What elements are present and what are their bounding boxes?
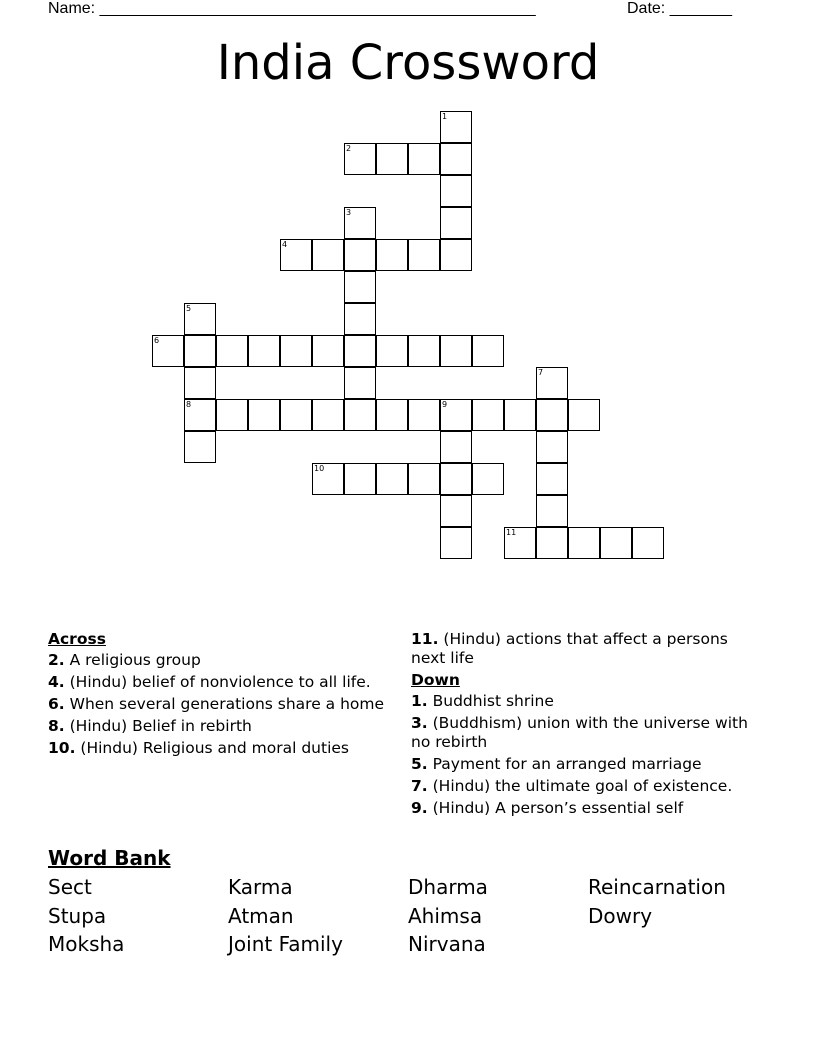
clue-number: 1. [411, 692, 428, 710]
across-clue [411, 630, 756, 668]
crossword-cell[interactable] [568, 399, 600, 431]
down-clue [411, 777, 756, 796]
word-bank-word: Ahimsa [408, 904, 483, 928]
crossword-cell[interactable] [408, 335, 440, 367]
crossword-cell[interactable] [216, 399, 248, 431]
crossword-cell[interactable] [216, 335, 248, 367]
word-bank-title: Word Bank [48, 846, 171, 870]
word-bank-word: Dowry [588, 904, 653, 928]
clue-text: A religious group [69, 651, 201, 669]
crossword-cell[interactable] [440, 527, 472, 559]
word-bank-word: Reincarnation [588, 875, 726, 899]
crossword-cell[interactable] [184, 303, 216, 335]
crossword-cell[interactable] [344, 335, 376, 367]
crossword-cell[interactable] [344, 463, 376, 495]
crossword-cell[interactable] [312, 463, 344, 495]
crossword-cell[interactable] [440, 495, 472, 527]
crossword-cell[interactable] [440, 143, 472, 175]
clues-column-right [411, 630, 756, 821]
crossword-cell[interactable] [280, 239, 312, 271]
crossword-cell[interactable] [440, 463, 472, 495]
clue-number-label: 4 [282, 240, 288, 249]
word-bank-word: Stupa [48, 904, 107, 928]
clue-number: 9. [411, 799, 428, 817]
clue-text: (Hindu) belief of nonviolence to all life. [69, 673, 371, 691]
clue-number: 2. [48, 651, 65, 669]
clue-number-label: 6 [154, 336, 160, 345]
crossword-cell[interactable] [408, 143, 440, 175]
clue-number: 3. [411, 714, 428, 732]
clue-number-label: 9 [442, 400, 448, 409]
crossword-cell[interactable] [312, 399, 344, 431]
crossword-cell[interactable] [312, 239, 344, 271]
crossword-cell[interactable] [536, 495, 568, 527]
crossword-cell[interactable] [408, 399, 440, 431]
clue-text: (Buddhism) union with the universe with no rebirth [411, 714, 748, 751]
crossword-cell[interactable] [184, 399, 216, 431]
crossword-cell[interactable] [344, 143, 376, 175]
clue-text: (Hindu) actions that affect a persons next life [411, 630, 728, 667]
crossword-cell[interactable] [344, 271, 376, 303]
crossword-cell[interactable] [600, 527, 632, 559]
across-clue [48, 651, 393, 670]
down-heading: Down [411, 671, 460, 689]
crossword-cell[interactable] [184, 335, 216, 367]
clue-number: 11. [411, 630, 439, 648]
crossword-cell[interactable] [536, 367, 568, 399]
clue-number-label: 3 [346, 208, 352, 217]
word-bank-word: Dharma [408, 875, 488, 899]
clue-text: When several generations share a home [69, 695, 385, 713]
clue-number: 5. [411, 755, 428, 773]
clue-text: (Hindu) the ultimate goal of existence. [432, 777, 733, 795]
crossword-cell[interactable] [536, 399, 568, 431]
crossword-cell[interactable] [312, 335, 344, 367]
clue-number-label: 11 [506, 528, 517, 537]
crossword-cell[interactable] [280, 335, 312, 367]
crossword-cell[interactable] [376, 399, 408, 431]
crossword-cell[interactable] [376, 239, 408, 271]
down-clue [411, 692, 756, 711]
clue-number-label: 5 [186, 304, 192, 313]
crossword-cell[interactable] [504, 527, 536, 559]
date-line[interactable]: Date: _______ [627, 0, 732, 17]
crossword-cell[interactable] [184, 431, 216, 463]
crossword-cell[interactable] [344, 239, 376, 271]
crossword-cell[interactable] [504, 399, 536, 431]
word-bank-word: Atman [228, 904, 294, 928]
across-clue [48, 695, 393, 714]
crossword-cell[interactable] [344, 367, 376, 399]
clue-text: (Hindu) Religious and moral duties [80, 739, 349, 757]
crossword-cell[interactable] [536, 431, 568, 463]
crossword-cell[interactable] [344, 207, 376, 239]
clue-text: Buddhist shrine [432, 692, 554, 710]
clue-text: (Hindu) A person’s essential self [432, 799, 684, 817]
crossword-cell[interactable] [472, 335, 504, 367]
clue-number: 10. [48, 739, 76, 757]
clue-text: Payment for an arranged marriage [432, 755, 702, 773]
clue-number-label: 7 [538, 368, 544, 377]
name-line[interactable]: Name: _________________________________________________ [48, 0, 536, 17]
crossword-cell[interactable] [344, 399, 376, 431]
crossword-cell[interactable] [472, 463, 504, 495]
clue-number-label: 2 [346, 144, 352, 153]
clue-text: (Hindu) Belief in rebirth [69, 717, 252, 735]
crossword-cell[interactable] [184, 367, 216, 399]
clue-number-label: 8 [186, 400, 192, 409]
clue-number: 6. [48, 695, 65, 713]
crossword-cell[interactable] [248, 335, 280, 367]
word-bank-word: Moksha [48, 932, 125, 956]
down-clue [411, 714, 756, 752]
clue-number: 8. [48, 717, 65, 735]
crossword-cell[interactable] [472, 399, 504, 431]
crossword-cell[interactable] [568, 527, 600, 559]
crossword-cell[interactable] [536, 463, 568, 495]
crossword-cell[interactable] [376, 335, 408, 367]
word-bank-word: Karma [228, 875, 293, 899]
across-clue [48, 673, 393, 692]
crossword-cell[interactable] [536, 527, 568, 559]
crossword-cell[interactable] [248, 399, 280, 431]
clue-number-label: 1 [442, 112, 448, 121]
crossword-cell[interactable] [408, 463, 440, 495]
across-heading: Across [48, 630, 106, 648]
crossword-cell[interactable] [408, 239, 440, 271]
crossword-cell[interactable] [440, 399, 472, 431]
clues-column-left [48, 630, 393, 761]
crossword-cell[interactable] [152, 335, 184, 367]
crossword-cell[interactable] [440, 175, 472, 207]
crossword-cell[interactable] [440, 335, 472, 367]
crossword-cell[interactable] [440, 207, 472, 239]
clue-number-label: 10 [314, 464, 325, 473]
across-clue [48, 717, 393, 736]
crossword-cell[interactable] [376, 463, 408, 495]
across-clue [48, 739, 393, 758]
crossword-cell[interactable] [344, 303, 376, 335]
crossword-cell[interactable] [632, 527, 664, 559]
word-bank-word: Sect [48, 875, 92, 899]
crossword-cell[interactable] [440, 431, 472, 463]
word-bank-word: Nirvana [408, 932, 486, 956]
crossword-cell[interactable] [440, 111, 472, 143]
word-bank-word: Joint Family [228, 932, 343, 956]
down-clue [411, 799, 756, 818]
clue-number: 7. [411, 777, 428, 795]
clue-number: 4. [48, 673, 65, 691]
page-title: India Crossword [216, 35, 600, 91]
crossword-cell[interactable] [440, 239, 472, 271]
down-clue [411, 755, 756, 774]
crossword-cell[interactable] [376, 143, 408, 175]
crossword-cell[interactable] [280, 399, 312, 431]
